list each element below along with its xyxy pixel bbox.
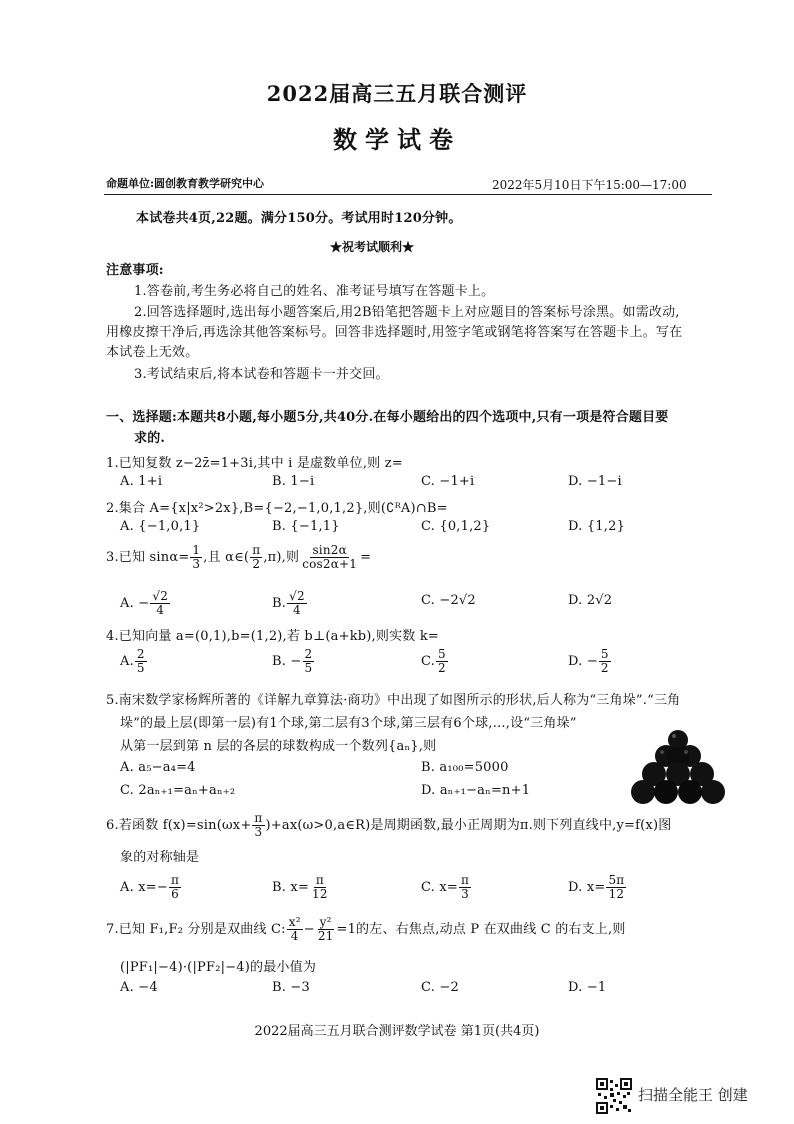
question-7-text-b: =1的左、右焦点,动点 P 在双曲线 C 的右支上,则	[336, 922, 626, 937]
question-7-fraction-2	[316, 916, 336, 943]
question-5-line-3: 从第一层到第 n 层的各层的球数构成一个数列{aₙ},则	[120, 739, 437, 754]
question-5-line-2: 垛”的最上层(即第一层)有1个球,第二层有3个球,第三层有6个球,…,设“三角垛”	[120, 716, 577, 731]
question-4-option-c	[421, 648, 449, 675]
fraction-numerator: 5	[438, 647, 446, 661]
fraction-numerator: 5	[600, 647, 609, 661]
fraction-numerator: π	[254, 811, 263, 825]
question-7-stem	[106, 916, 626, 943]
question-2-option-b: B. {−1,1}	[272, 519, 340, 534]
question-3-stem	[106, 544, 371, 571]
option-fraction	[310, 874, 330, 901]
question-7-option-a: A. −4	[120, 980, 158, 995]
question-3-fraction-2	[250, 544, 262, 571]
question-7-option-c: C. −2	[421, 980, 459, 995]
ball	[701, 780, 725, 804]
question-6-option-b	[272, 874, 331, 901]
question-4-option-a	[120, 648, 148, 675]
question-6-text-b: )+ax(ω>0,a∈R)是周期函数,最小正周期为π.则下列直线中,y=f(x)图	[265, 818, 672, 833]
option-fraction	[303, 648, 315, 675]
fraction-numerator: √2	[289, 589, 305, 603]
question-3-text-b: ,且 α∈(	[203, 550, 250, 565]
question-1-option-c: C. −1+i	[421, 474, 475, 489]
issuer-label: 命题单位:圆创教育教学研究中心	[106, 177, 265, 190]
ball-highlight	[672, 734, 676, 738]
fraction-numerator: π	[252, 543, 261, 557]
ball-highlight	[660, 750, 664, 754]
option-prefix: B. x=	[272, 880, 310, 895]
note-2-line-3: 本试卷上无效。	[106, 345, 199, 360]
question-1-option-a: A. 1+i	[120, 474, 163, 489]
question-5-line-1: 5.南宋数学家杨辉所著的《详解九章算法·商功》中出现了如图所示的形状,后人称为“三角垛”.“三角	[106, 693, 681, 708]
option-prefix: A.	[120, 654, 134, 669]
option-fraction	[436, 648, 448, 675]
question-2-option-a: A. {−1,0,1}	[120, 519, 201, 534]
wish-line: ★祝考试顺利★	[330, 240, 415, 254]
option-prefix: B.	[272, 596, 287, 611]
option-prefix: D. x=	[568, 880, 606, 895]
fraction-denominator: 5	[136, 661, 145, 675]
question-3-fraction-1	[190, 544, 202, 571]
fraction-denominator: 3	[461, 887, 469, 901]
note-1: 1.答卷前,考生务必将自己的姓名、准考证号填写在答题卡上。	[134, 284, 495, 299]
question-6-stem	[106, 812, 671, 839]
notes-title: 注意事项:	[106, 263, 164, 278]
fraction-numerator: 2	[136, 647, 145, 661]
option-fraction	[459, 874, 471, 901]
fraction-denominator: 3	[192, 557, 201, 571]
ball	[678, 780, 702, 804]
ball	[654, 780, 678, 804]
exam-summary: 本试卷共4页,22题。满分150分。考试用时120分钟。	[136, 211, 462, 226]
question-7-option-d: D. −1	[568, 980, 607, 995]
fraction-numerator: y²	[319, 915, 332, 929]
question-1-option-d: D. −1−i	[568, 474, 622, 489]
question-5-option-c: C. 2aₙ₊₁=aₙ+aₙ₊₂	[120, 783, 236, 798]
fraction-denominator: cos2α+1	[302, 557, 358, 571]
fraction-numerator: π	[170, 873, 180, 887]
question-6-text-a: 6.若函数 f(x)=sin(ωx+	[106, 818, 252, 833]
question-6-line-2: 象的对称轴是	[120, 850, 200, 865]
question-6-fraction	[252, 812, 264, 839]
option-fraction	[150, 590, 170, 617]
note-2-line-1: 2.回答选择题时,选出每小题答案后,用2B铅笔把答题卡上对应题目的答案标号涂黑。如需改动,	[134, 305, 680, 320]
question-5-option-d: D. aₙ₊₁−aₙ=n+1	[421, 783, 531, 798]
option-prefix: C.	[421, 654, 436, 669]
fraction-denominator: 21	[317, 929, 334, 943]
exam-title: 2022届高三五月联合测评	[266, 81, 528, 106]
fraction-numerator: x²	[288, 915, 301, 929]
question-7-line-2: (|PF₁|−4)·(|PF₂|−4)的最小值为	[120, 960, 317, 975]
question-4-option-b	[272, 648, 315, 675]
option-prefix: A. x=−	[120, 880, 168, 895]
note-3: 3.考试结束后,将本试卷和答题卡一并交回。	[134, 367, 389, 382]
option-prefix: D. −	[568, 654, 598, 669]
fraction-numerator: sin2α	[312, 543, 347, 557]
question-3-text-d: =	[360, 550, 372, 565]
question-7-option-b: B. −3	[272, 980, 310, 995]
fraction-denominator: 2	[438, 661, 446, 675]
fraction-numerator: π	[315, 873, 324, 887]
fraction-denominator: 2	[252, 557, 261, 571]
subject-title: 数学试卷	[333, 125, 461, 154]
exam-datetime: 2022年5月10日下午15:00—17:00	[492, 178, 687, 192]
question-2-stem: 2.集合 A={x|x²>2x},B={−2,−1,0,1,2},则(∁ᴿA)∩B=	[106, 501, 448, 516]
note-2-line-2: 用橡皮擦干净后,再选涂其他答案标号。回答非选择题时,用签字笔或钢笔将答案写在答题卡上。写在	[106, 325, 683, 340]
option-prefix: C. x=	[421, 880, 458, 895]
fraction-numerator: 2	[304, 647, 313, 661]
question-6-option-a	[120, 874, 182, 901]
question-1-option-b: B. 1−i	[272, 474, 315, 489]
question-5-option-b: B. a₁₀₀=5000	[421, 760, 509, 775]
section-heading-line-2: 求的.	[134, 431, 166, 446]
option-fraction	[287, 590, 307, 617]
fraction-denominator: 4	[156, 603, 165, 617]
fraction-denominator: 12	[312, 887, 328, 901]
page-footer: 2022届高三五月联合测评数学试卷 第1页(共4页)	[254, 1024, 540, 1039]
option-prefix: A. −	[120, 596, 150, 611]
question-3-text-c: ,π),则	[263, 550, 300, 565]
fraction-numerator: 5π	[608, 873, 625, 887]
question-2-option-d: D. {1,2}	[568, 519, 626, 534]
ball	[631, 780, 655, 804]
option-fraction	[606, 874, 626, 901]
fraction-denominator: 2	[600, 661, 609, 675]
section-heading-line-1: 一、选择题:本题共8小题,每小题5分,共40分.在每小题给出的四个选项中,只有一项是符合题目要	[106, 410, 669, 425]
option-fraction	[599, 648, 611, 675]
scanner-watermark: 扫描全能王 创建	[638, 1086, 748, 1104]
fraction-denominator: 6	[171, 887, 179, 901]
question-1-stem: 1.已知复数 z−2z̄=1+3i,其中 i 是虚数单位,则 z=	[106, 456, 403, 471]
question-6-option-c	[421, 874, 472, 901]
question-3-option-a	[120, 590, 171, 617]
triangular-pile-figure	[628, 718, 728, 808]
question-3-option-d: D. 2√2	[568, 593, 613, 608]
question-7-text-a: 7.已知 F₁,F₂ 分别是双曲线 C:	[106, 922, 286, 937]
question-6-option-d	[568, 874, 627, 901]
question-3-option-b	[272, 590, 308, 617]
question-3-option-c: C. −2√2	[421, 593, 476, 608]
question-7-minus: −	[303, 922, 315, 937]
question-3-text-a: 3.已知 sinα=	[106, 550, 190, 565]
option-fraction	[135, 648, 147, 675]
question-2-option-c: C. {0,1,2}	[421, 519, 491, 534]
question-4-option-d	[568, 648, 612, 675]
fraction-numerator: 1	[192, 543, 201, 557]
fraction-denominator: 4	[293, 603, 301, 617]
fraction-numerator: √2	[152, 589, 169, 603]
qr-code-icon	[596, 1078, 632, 1114]
question-3-fraction-3	[300, 544, 359, 571]
header-rule	[104, 194, 712, 195]
question-7-fraction-1	[287, 916, 303, 943]
fraction-denominator: 5	[304, 661, 313, 675]
question-4-stem: 4.已知向量 a=(0,1),b=(1,2),若 b⊥(a+kb),则实数 k=	[106, 629, 439, 644]
question-5-option-a: A. a₅−a₄=4	[120, 760, 196, 775]
option-fraction	[169, 874, 181, 901]
fraction-denominator: 3	[254, 825, 263, 839]
fraction-numerator: π	[460, 873, 470, 887]
ball-highlight	[684, 750, 688, 754]
fraction-denominator: 4	[290, 929, 299, 943]
option-prefix: B. −	[272, 654, 302, 669]
fraction-denominator: 12	[608, 887, 625, 901]
